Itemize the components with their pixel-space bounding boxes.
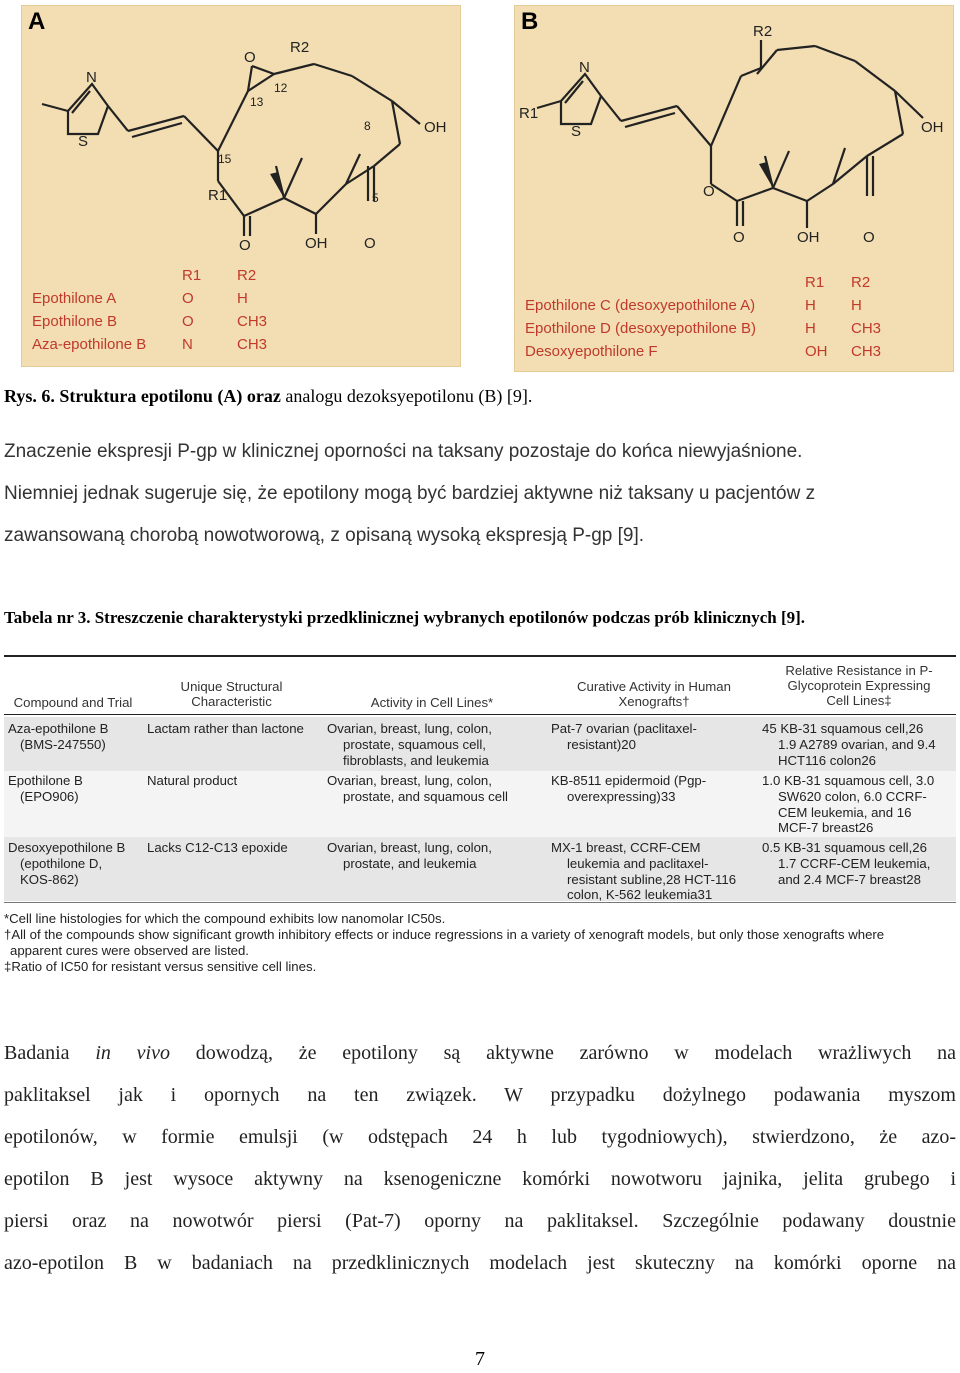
key-row-name: Epothilone A (32, 290, 117, 307)
header-relative-line: Cell Lines‡ (826, 693, 892, 708)
footnote: ‡Ratio of IC50 for resistant versus sensitive cell lines. (4, 959, 317, 974)
footnote: *Cell line histologies for which the compound exhibits low nanomolar IC50s. (4, 911, 446, 926)
cell-unique: Lactam rather than lactone (147, 721, 304, 736)
o-right-label: O (863, 229, 875, 246)
r1-label: R1 (208, 187, 228, 204)
figure-caption-text: analogu dezoksyepotilonu (B) [9]. (280, 386, 533, 406)
cell-line: 1.0 KB-31 squamous cell, 3.0 (762, 773, 935, 788)
o-right-label: O (364, 235, 376, 252)
key-row-r2: CH3 (851, 343, 882, 360)
oh-bottom-label: OH (305, 235, 328, 252)
cell-unique: Natural product (147, 773, 238, 788)
atom-o-epoxide-label: O (244, 49, 256, 66)
atom-n-label: N (579, 59, 590, 76)
paragraph-2 (4, 1032, 956, 1284)
header-curative (549, 679, 759, 709)
cell-line: HCT116 colon26 (778, 752, 876, 768)
key-row (525, 317, 881, 340)
key-row-r1: H (805, 320, 816, 337)
position-5-label: 5 (372, 191, 379, 205)
cell-line: (EPO906) (20, 788, 79, 804)
key-row-name: Epothilone B (32, 313, 118, 330)
key-row-r1: OH (805, 343, 828, 360)
cell-line: 0.5 KB-31 squamous cell,26 (762, 840, 927, 855)
epothilone-summary-table (4, 655, 956, 980)
cell-line: resistant subline,28 HCT-116 (567, 871, 737, 887)
cell-line: KOS-862) (20, 871, 79, 887)
cell-line: 1.7 CCRF-CEM leukemia, (778, 855, 931, 871)
key-row-name: Epothilone D (desoxyepothilone B) (525, 320, 756, 337)
cell-relative (762, 721, 956, 768)
paragraph-1-line: Znaczenie ekspresji P-gp w klinicznej oporności na taksany pozostaje do końca niewyjaśnione. (4, 441, 803, 462)
header-activity: Activity in Cell Lines* (370, 695, 494, 710)
position-12-label: 12 (274, 81, 288, 95)
cell-line: fibroblasts, and leukemia (343, 752, 489, 768)
cell-line: CEM leukemia, and 16 (778, 804, 912, 820)
key-row (32, 310, 267, 333)
table-header-rule (4, 714, 956, 715)
cell-curative (551, 840, 761, 903)
cell-line: KB-8511 epidermoid (Pgp- (551, 773, 707, 788)
cell-line: MCF-7 breast26 (778, 820, 874, 836)
cell-compound (8, 721, 142, 753)
cell-relative (762, 773, 956, 836)
panel-b-letter: B (521, 8, 539, 35)
header-relative (764, 663, 954, 708)
panel-a-letter: A (28, 8, 46, 35)
cell-line: Desoxyepothilone B (8, 840, 126, 855)
key-row (525, 294, 881, 317)
key-row-r1: O (182, 290, 194, 307)
cell-line: Ovarian, breast, lung, colon, (327, 840, 492, 855)
paragraph-1 (4, 431, 956, 557)
key-row-name: Aza-epothilone B (32, 336, 147, 353)
cell-line: Ovarian, breast, lung, colon, (327, 773, 492, 788)
r2-label: R2 (290, 39, 310, 56)
cell-line: Aza-epothilone B (8, 721, 109, 736)
header-relative-line: Relative Resistance in P- (785, 663, 933, 678)
cell-curative (551, 721, 761, 753)
key-row-r1: H (805, 297, 816, 314)
cell-activity (327, 773, 545, 805)
key-header-r1: R1 (182, 267, 202, 284)
header-relative-line: Glycoprotein Expressing (787, 678, 931, 693)
atom-s-label: S (571, 123, 582, 140)
oh-right-label: OH (921, 119, 944, 136)
italic-run: in vivo (95, 1042, 170, 1064)
key-row-r1: N (182, 336, 193, 353)
cell-line: 1.9 A2789 ovarian, and 9.4 (778, 736, 936, 752)
key-row (525, 340, 881, 363)
table-caption (4, 607, 944, 629)
key-row-r2: CH3 (237, 313, 268, 330)
key-row (32, 287, 267, 310)
position-13-label: 13 (250, 95, 264, 109)
header-curative-line: Xenografts† (618, 694, 690, 709)
oh-bottom-label: OH (797, 229, 820, 246)
key-row-r2: CH3 (851, 320, 882, 337)
key-header-r1: R1 (805, 274, 825, 291)
cell-line: Pat-7 ovarian (paclitaxel- (551, 721, 697, 736)
header-curative-line: Curative Activity in Human (577, 679, 731, 694)
page-number: 7 (475, 1348, 485, 1370)
cell-curative (551, 773, 761, 805)
panel-b-key-table (525, 271, 881, 363)
cell-line: (epothilone D, (20, 855, 103, 871)
cell-line: MX-1 breast, CCRF-CEM (551, 840, 701, 855)
cell-line: Epothilone B (8, 773, 83, 788)
paragraph-2-line: azo-epotilon B w badaniach na przedklinicznych modelach jest skuteczny na komórki oporne na (4, 1252, 956, 1274)
header-unique (144, 679, 319, 709)
cell-unique: Lacks C12-C13 epoxide (147, 840, 288, 855)
paragraph-2-line: epotilon B jest wysoce aktywny na ksenogeniczne komórki nowotworu jajnika, jelita grubego i (4, 1168, 956, 1190)
atom-n-label: N (86, 69, 97, 86)
header-unique-line: Unique Structural (180, 679, 283, 694)
key-row-name: Epothilone C (desoxyepothilone A) (525, 297, 756, 314)
paragraph-2-line: piersi oraz na nowotwór piersi (Pat-7) oporny na paklitaksel. Szczególnie podawany doustnie (4, 1210, 956, 1232)
paragraph-2-line: epotilonów, w formie emulsji (w odstępach 24 h lub tygodniowych), stwierdzono, że azo- (4, 1126, 956, 1148)
footnote: apparent cures were observed are listed. (10, 943, 249, 958)
figure-panel-b (514, 5, 954, 372)
position-15-label: 15 (218, 152, 232, 166)
header-compound: Compound and Trial (13, 695, 133, 710)
figure-panel-a (21, 5, 461, 367)
key-row-name: Desoxyepothilone F (525, 343, 658, 360)
key-header-r2: R2 (237, 267, 257, 284)
cell-line: overexpressing)33 (567, 788, 676, 804)
cell-line: prostate, and leukemia (343, 855, 477, 871)
o-left-label: O (733, 229, 745, 246)
cell-compound (8, 840, 142, 887)
key-row-r2: CH3 (237, 336, 268, 353)
table-footnotes (4, 911, 956, 975)
cell-line: resistant)20 (567, 736, 636, 752)
cell-relative (762, 840, 956, 887)
figure-caption-bold: Rys. 6. Struktura epotilonu (A) oraz (4, 386, 281, 406)
cell-activity (327, 840, 545, 872)
table-caption-text: Streszczenie charakterystyki przedklinicznej wybranych epotilonów podczas prób klinicznych [9]. (90, 608, 806, 627)
r2-label: R2 (753, 23, 773, 40)
key-header-r2: R2 (851, 274, 871, 291)
footnote: †All of the compounds show significant growth inhibitory effects or induce regressions in a variety of xenograft models, but only those xenografts where (4, 927, 885, 942)
cell-line: prostate, and squamous cell (343, 788, 508, 804)
r1-label: R1 (519, 105, 539, 122)
key-row (32, 333, 267, 356)
table-bottom-rule (4, 902, 956, 903)
key-row-r2: H (237, 290, 248, 307)
text-run: dowodzą, że epotilony są aktywne zarówno w modelach wrażliwych na (169, 1042, 956, 1064)
atom-s-label: S (78, 133, 89, 150)
panel-a-key-table (32, 264, 267, 356)
paragraph-1-line: zawansowaną chorobą nowotworową, z opisaną wysoką ekspresją P-gp [9]. (4, 525, 645, 546)
table-top-rule (4, 655, 956, 657)
key-row-r1: O (182, 313, 194, 330)
oh-right-label: OH (424, 119, 447, 136)
paragraph-2-line (4, 1032, 956, 1074)
paragraph-1-line: Niemniej jednak sugeruje się, że epotilony mogą być bardziej aktywne niż taksany u pacjentów z (4, 483, 816, 504)
paragraph-2-line: paklitaksel jak i opornych na ten związek. W przypadku dożylnego podawania myszom (4, 1084, 956, 1106)
cell-line: colon, K-562 leukemia31 (567, 887, 713, 903)
cell-line: SW620 colon, 6.0 CCRF- (778, 788, 927, 804)
position-8-label: 8 (364, 119, 371, 133)
cell-compound (8, 773, 142, 805)
cell-line: 45 KB-31 squamous cell,26 (762, 721, 924, 736)
o-ring-label: O (703, 183, 715, 200)
o-left-label: O (239, 237, 251, 254)
figure-caption (4, 386, 532, 407)
header-unique-line: Characteristic (191, 694, 272, 709)
table-caption-label: Tabela nr 3. (4, 608, 91, 627)
cell-line: (BMS-247550) (20, 736, 106, 752)
cell-activity (327, 721, 545, 768)
cell-line: leukemia and paclitaxel- (567, 855, 709, 871)
cell-line: and 2.4 MCF-7 breast28 (778, 871, 921, 887)
text-run: Badania (4, 1042, 96, 1064)
key-row-r2: H (851, 297, 862, 314)
cell-line: prostate, squamous cell, (343, 736, 486, 752)
cell-line: Ovarian, breast, lung, colon, (327, 721, 492, 736)
